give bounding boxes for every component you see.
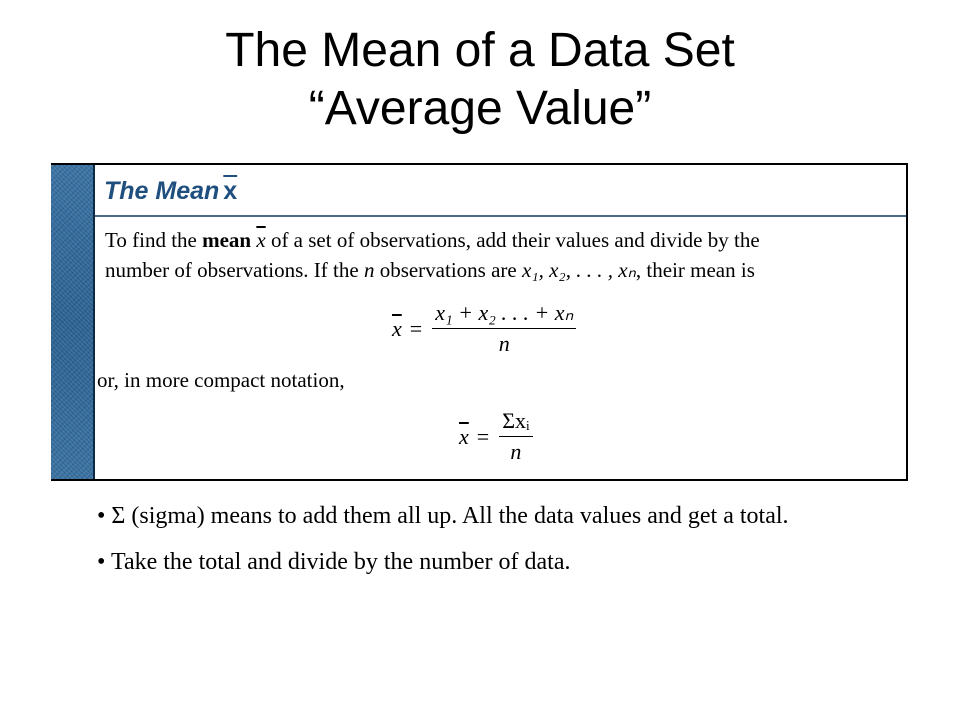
compact-notation-text: or, in more compact notation, [97, 368, 345, 392]
bullet-list [97, 500, 857, 592]
formula-equals: = [476, 423, 490, 449]
body-text: To find the [105, 228, 203, 252]
observation-list: x₁, x₂, . . . , xₙ [521, 258, 636, 282]
body-text: of a set of observations, add their values and divide by the [265, 228, 760, 252]
bullet-item: • Take the total and divide by the number of data. [97, 549, 571, 575]
heading-xbar-symbol: $\overline{x}$ [223, 177, 238, 205]
formula-fraction [432, 300, 576, 357]
definition-body [105, 225, 896, 285]
formula-denominator: n [498, 331, 510, 356]
title-line-2: “Average Value” [308, 82, 652, 135]
definition-heading-row [95, 165, 906, 217]
formula-lhs-xbar: $\overline{x}$ [392, 315, 402, 341]
definition-line-1 [105, 225, 896, 255]
formula-numerator: Σxᵢ [499, 408, 532, 437]
mean-formula-compact [459, 408, 533, 465]
definition-line-2 [105, 255, 896, 285]
heading-text: The Mean [104, 177, 220, 205]
mean-term: mean [202, 228, 252, 252]
formula-fraction [499, 408, 532, 465]
body-text: , their mean is [635, 258, 755, 282]
body-text: number of observations. If the [105, 258, 364, 282]
body-text: observations are [374, 258, 522, 282]
n-symbol: n [363, 258, 375, 282]
bullet-item: • Σ (sigma) means to add them all up. All the data values and get a total. [97, 503, 789, 529]
xbar-symbol: $\overline{x}$ [256, 228, 266, 252]
definition-heading [104, 177, 237, 206]
formula-equals: = [409, 315, 423, 341]
decorative-blue-bar [51, 165, 95, 479]
slide-title [0, 22, 960, 138]
mean-formula-expanded [392, 300, 576, 357]
formula-numerator: x₁ + x₂ . . . + xₙ [432, 300, 576, 329]
formula-denominator: n [510, 439, 522, 464]
title-line-1: The Mean of a Data Set [225, 24, 735, 77]
formula-lhs-xbar: $\overline{x}$ [459, 423, 469, 449]
